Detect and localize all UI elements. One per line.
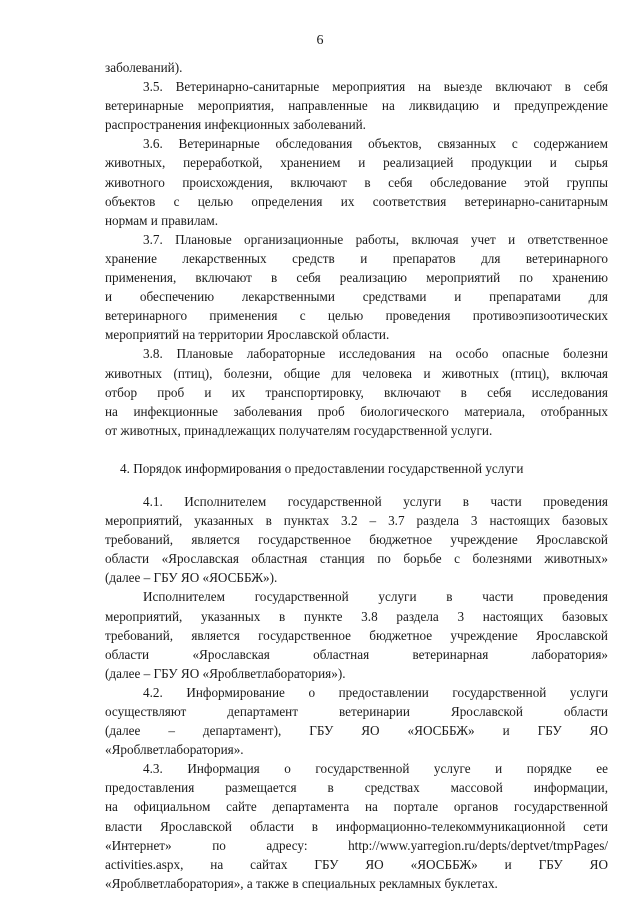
text-line: животных, переработкой, хранением и реализацией продукции и сырья [105,155,608,171]
text-line: «Интернет» по адресу: http://www.yarregion.ru/depts/deptvet/tmpPages/ [105,837,608,853]
paragraph-gap [105,440,608,459]
text-line: 3.8. Плановые лабораторные исследования на особо опасные болезни [143,346,608,362]
text-line: мероприятий, указанных в пункте 3.8 раздела 3 настоящих базовых [105,608,608,624]
text-line: отбор проб и их транспортировку, включают в себя исследования [105,384,608,400]
text-line: заболеваний). [105,60,183,75]
text-line: 4.2. Информирование о предоставлении государственной услуги [143,684,608,700]
text-line: 3.5. Ветеринарно-санитарные мероприятия на выезде включают в себя [143,79,608,95]
text-line: животного происхождения, включают в себя обследование этой группы [105,174,608,190]
section-heading: 4. Порядок информирования о предоставлении государственной услуги [120,460,524,476]
text-line: ветеринарные мероприятия, направленные на ликвидацию и предупреждение [105,98,608,114]
text-line: (далее – департамент), ГБУ ЯО «ЯОСББЖ» и ГБУ ЯО [105,723,608,739]
text-line: хранение лекарственных средств и препаратов для ветеринарного [105,250,608,266]
text-line: области «Ярославская областная станция по борьбе с болезнями животных» [105,551,608,567]
text-line: 4.3. Информация о государственной услуге и порядке ее [143,761,608,777]
text-line: нормам и правилам. [105,212,219,228]
text-line: «Яроблветлаборатория», а также в специальных рекламных буклетах. [105,875,498,891]
text-line: объектов с целью определения их соответствия ветеринарно-санитарным [105,193,608,209]
text-line: требований, является государственное бюджетное учреждение Ярославской [105,532,608,548]
text-line: области «Ярославская областная ветеринарная лаборатория» [105,646,608,662]
text-line: мероприятий, указанных в пунктах 3.2 – 3.7 раздела 3 настоящих базовых [105,513,608,529]
text-line: требований, является государственное бюджетное учреждение Ярославской [105,627,608,643]
text-line: мероприятий на территории Ярославской области. [105,327,390,343]
text-line: применения, включают в себя реализацию мероприятий по хранению [105,270,608,286]
text-line: Исполнителем государственной услуги в части проведения [143,589,608,605]
text-line: власти Ярославской области в информационно-телекоммуникационной сети [105,818,608,834]
text-line: 3.7. Плановые организационные работы, включая учет и ответственное [143,231,608,247]
text-line: осуществляют департамент ветеринарии Ярославской области [105,704,608,719]
text-line: и обеспечению лекарственными средствами и препаратами для [105,289,608,305]
text-line: (далее – ГБУ ЯО «Яроблветлаборатория»). [105,665,346,681]
page-number: 6 [316,33,324,48]
text-line: на инфекционные заболевания проб биологического материала, отобранных [105,403,608,419]
text-line: ветеринарного применения с целью проведения противоэпизоотических [105,308,608,324]
text-line: 4.1. Исполнителем государственной услуги в части проведения [143,493,608,509]
text-line: от животных, принадлежащих получателям государственной услуги. [105,422,493,438]
text-line: (далее – ГБУ ЯО «ЯОСББЖ»). [105,570,278,586]
text-line: на официальном сайте департамента на портале органов государственной [105,799,608,815]
text-line: «Яроблветлаборатория». [105,742,244,758]
document-body [105,58,608,893]
text-line: распространения инфекционных заболеваний. [105,117,366,133]
text-line: 3.6. Ветеринарные обследования объектов, связанных с содержанием [143,136,608,152]
text-line: предоставления размещается в средствах массовой информации, [105,780,608,796]
paragraph-gap [105,478,608,492]
text-line: activities.aspx, на сайтах ГБУ ЯО «ЯОСББЖ» и ГБУ ЯО [105,856,608,872]
text-line: животных (птиц), болезни, общие для человека и животных (птиц), включая [105,365,608,381]
